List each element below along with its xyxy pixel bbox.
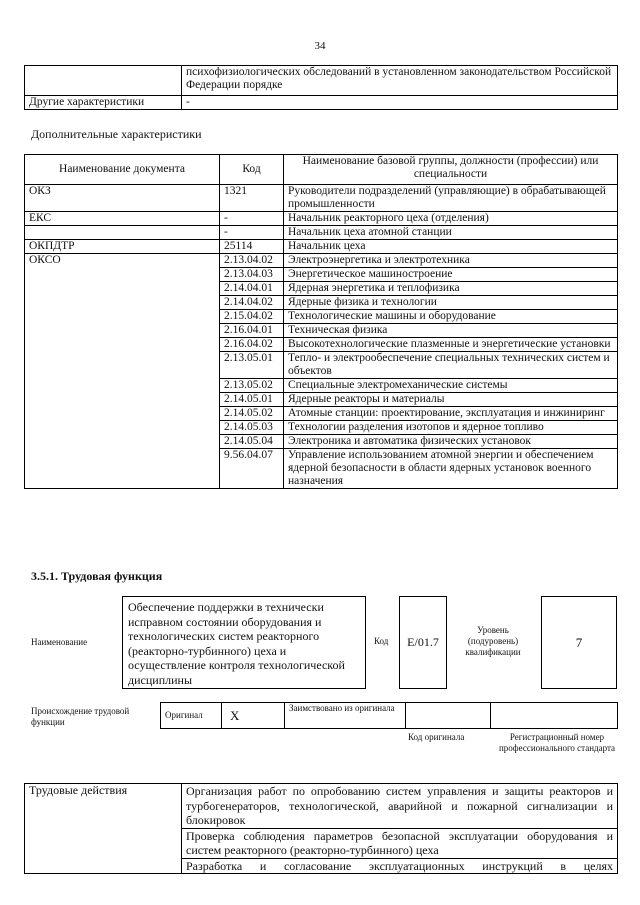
code-cell: 2.14.04.01 <box>220 282 284 296</box>
code-cell: 2.13.04.03 <box>220 268 284 282</box>
action-item: Проверка соблюдения параметров безопасной эксплуатации оборудования и систем реакторного (реакторно-турбинного) цеха <box>182 828 618 858</box>
table-row <box>25 212 618 226</box>
name-cell: Специальные электромеханические системы <box>284 379 618 393</box>
origin-label: Происхождение трудовой функции <box>31 706 130 727</box>
name-cell: Техническая физика <box>284 324 618 338</box>
name-cell: Технологические машины и оборудование <box>284 310 618 324</box>
name-cell: Высокотехнологические плазменные и энергетические установки <box>284 338 618 352</box>
name-cell: Электроэнергетика и электротехника <box>284 254 618 268</box>
header-doc: Наименование документа <box>25 155 220 185</box>
code-cell: 2.16.04.02 <box>220 338 284 352</box>
code-cell: 2.14.05.04 <box>220 435 284 449</box>
code-cell: 1321 <box>220 185 284 212</box>
reg-number-label: Регистрационный номер профессионального стандарта <box>498 732 616 753</box>
code-cell: - <box>220 212 284 226</box>
name-cell: Ядерные реакторы и материалы <box>284 393 618 407</box>
name-cell: Энергетическое машиностроение <box>284 268 618 282</box>
additional-heading: Дополнительные характеристики <box>31 127 202 141</box>
level-label: Уровень (подуровень) квалификации <box>465 625 521 657</box>
code-cell: 2.14.05.02 <box>220 407 284 421</box>
code-cell: 2.16.04.01 <box>220 324 284 338</box>
code-cell: 2.13.04.02 <box>220 254 284 268</box>
doc-cell <box>25 226 220 240</box>
code-original-label: Код оригинала <box>408 732 465 742</box>
header-name: Наименование базовой группы, должности (профессии) или специальности <box>284 155 618 185</box>
table-row <box>25 185 618 212</box>
section-title: 3.5.1. Трудовая функция <box>31 569 163 583</box>
name-cell: Тепло- и электрообеспечение специальных технических систем и объектов <box>284 352 618 379</box>
name-label: Наименование <box>31 637 88 647</box>
reg-number-cell <box>491 703 618 729</box>
code-value: E/01.7 <box>399 596 447 689</box>
top-table-text: психофизиологических обследований в установленном законодательством Российской Федерации порядке <box>182 66 618 96</box>
code-cell: 2.14.04.02 <box>220 296 284 310</box>
code-cell: 2.15.04.02 <box>220 310 284 324</box>
code-cell: 2.14.05.01 <box>220 393 284 407</box>
name-cell: Управление использованием атомной энергии и обеспечением ядерной безопасности в области ядерных установок военного назначения <box>284 449 618 489</box>
name-cell: Атомные станции: проектирование, эксплуатация и инжиниринг <box>284 407 618 421</box>
borrowed-label: Заимствовано из оригинала <box>285 703 406 729</box>
other-characteristics-label: Другие характеристики <box>25 96 182 110</box>
code-cell: 2.14.05.03 <box>220 421 284 435</box>
table-row <box>25 254 618 268</box>
name-cell: Начальник цеха атомной станции <box>284 226 618 240</box>
name-cell: Руководители подразделений (управляющие) в обрабатывающей промышленности <box>284 185 618 212</box>
level-value: 7 <box>541 596 617 689</box>
code-cell: 2.13.05.02 <box>220 379 284 393</box>
name-cell: Начальник реакторного цеха (отделения) <box>284 212 618 226</box>
top-table-empty-cell <box>25 66 182 96</box>
code-cell: - <box>220 226 284 240</box>
code-cell: 25114 <box>220 240 284 254</box>
function-name-box: Обеспечение поддержки в технически исправном состоянии оборудования и технологических систем реакторного (реакторно-турбинного) цеха и осуществление контроля технологической дисциплины <box>122 596 366 689</box>
additional-table <box>24 154 618 489</box>
doc-cell: ОКПДТР <box>25 240 220 254</box>
actions-table <box>24 783 618 874</box>
page-number: 34 <box>314 40 326 52</box>
action-item: Разработка и согласование эксплуатационных инструкций в целях <box>182 858 618 874</box>
origin-table <box>160 702 618 729</box>
table-row <box>25 240 618 254</box>
original-mark: X <box>222 703 285 729</box>
doc-cell: ЕКС <box>25 212 220 226</box>
action-item: Организация работ по опробованию систем управления и защиты реакторов и турбогенераторов, технологической, аварийной и пожарной сигнализации и блокировок <box>182 784 618 829</box>
code-cell: 9.56.04.07 <box>220 449 284 489</box>
table-row <box>25 226 618 240</box>
name-cell: Ядерная энергетика и теплофизика <box>284 282 618 296</box>
code-original-cell <box>406 703 491 729</box>
code-label: Код <box>374 636 389 646</box>
name-cell: Технологии разделения изотопов и ядерное топливо <box>284 421 618 435</box>
header-code: Код <box>220 155 284 185</box>
name-cell: Электроника и автоматика физических установок <box>284 435 618 449</box>
original-label: Оригинал <box>161 703 222 729</box>
top-table <box>24 65 618 110</box>
doc-cell: ОКСО <box>25 254 220 489</box>
name-cell: Ядерные физика и технологии <box>284 296 618 310</box>
name-cell: Начальник цеха <box>284 240 618 254</box>
code-cell: 2.13.05.01 <box>220 352 284 379</box>
other-characteristics-value: - <box>182 96 618 110</box>
doc-cell: ОКЗ <box>25 185 220 212</box>
actions-label: Трудовые действия <box>25 784 182 874</box>
